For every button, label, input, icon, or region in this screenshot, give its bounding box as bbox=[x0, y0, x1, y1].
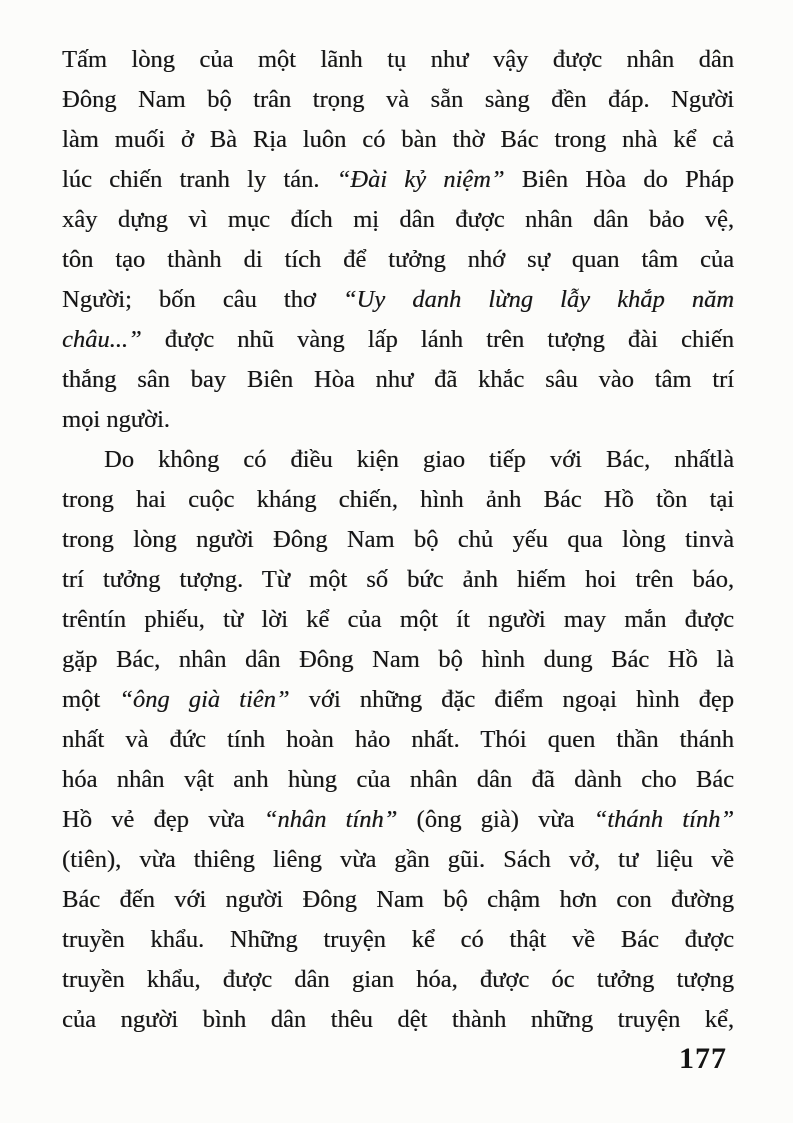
text-line bbox=[62, 440, 734, 480]
text-line bbox=[62, 360, 734, 400]
text-line bbox=[62, 280, 734, 320]
page-number: 177 bbox=[679, 1042, 727, 1075]
text-line bbox=[62, 1000, 734, 1040]
text-line bbox=[62, 640, 734, 680]
text-segment: (tiên), vừa thiêng liêng vừa gần gũi. Sách vở, tư liệu về bbox=[62, 846, 734, 873]
text-line bbox=[62, 600, 734, 640]
text-segment: truyền khẩu. Những truyện kể có thật về Bác được bbox=[62, 926, 734, 953]
text-segment: trong hai cuộc kháng chiến, hình ảnh Bác Hồ tồn tại bbox=[62, 486, 734, 513]
text-line bbox=[62, 320, 734, 360]
text-line bbox=[62, 480, 734, 520]
text-segment: tôn tạo thành di tích để tưởng nhớ sự quan tâm của bbox=[62, 246, 734, 273]
text-line bbox=[62, 840, 734, 880]
text-line bbox=[62, 920, 734, 960]
text-line bbox=[62, 720, 734, 760]
text-line bbox=[62, 560, 734, 600]
text-segment: thắng sân bay Biên Hòa như đã khắc sâu vào tâm trí bbox=[62, 366, 734, 393]
text-segment: Bác đến với người Đông Nam bộ chậm hơn con đường bbox=[62, 886, 734, 913]
text-segment: trí tưởng tượng. Từ một số bức ảnh hiếm hoi trên báo, bbox=[62, 566, 734, 593]
text-segment: hóa nhân vật anh hùng của nhân dân đã dành cho Bác bbox=[62, 766, 734, 793]
text-line bbox=[62, 400, 734, 440]
text-segment: trêntín phiếu, từ lời kể của một ít người may mắn được bbox=[62, 606, 734, 633]
italic-text-segment: “thánh tính” bbox=[593, 806, 734, 833]
text-segment: xây dựng vì mục đích mị dân được nhân dân bảo vệ, bbox=[62, 206, 734, 233]
text-line bbox=[62, 240, 734, 280]
text-line bbox=[62, 760, 734, 800]
text-segment: của người bình dân thêu dệt thành những truyện kể, bbox=[62, 1006, 734, 1033]
text-line bbox=[62, 120, 734, 160]
italic-text-segment: “Uy danh lừng lẫy khắp năm bbox=[342, 286, 734, 313]
text-segment: gặp Bác, nhân dân Đông Nam bộ hình dung Bác Hồ là bbox=[62, 646, 734, 673]
text-line bbox=[62, 800, 734, 840]
text-line bbox=[62, 880, 734, 920]
text-segment: Tấm lòng của một lãnh tụ như vậy được nhân dân bbox=[62, 46, 734, 73]
text-segment: với những đặc điểm ngoại hình đẹp bbox=[289, 686, 735, 713]
text-segment: một bbox=[62, 686, 120, 713]
text-segment: nhất và đức tính hoàn hảo nhất. Thói quen thần thánh bbox=[62, 726, 734, 753]
text-line bbox=[62, 200, 734, 240]
text-segment: truyền khẩu, được dân gian hóa, được óc tưởng tượng bbox=[62, 966, 734, 993]
text-line bbox=[62, 960, 734, 1000]
text-segment: Đông Nam bộ trân trọng và sẵn sàng đền đáp. Người bbox=[62, 86, 734, 113]
italic-text-segment: “ông già tiên” bbox=[119, 686, 290, 713]
text-block bbox=[62, 40, 734, 1040]
text-segment: Biên Hòa do Pháp bbox=[504, 166, 734, 193]
paragraph bbox=[62, 440, 734, 1040]
paragraph bbox=[62, 40, 734, 440]
italic-text-segment: châu...” bbox=[62, 326, 142, 353]
text-segment: lúc chiến tranh ly tán. bbox=[62, 166, 337, 193]
text-segment: mọi người. bbox=[62, 406, 170, 433]
text-line bbox=[62, 80, 734, 120]
text-segment: Do không có điều kiện giao tiếp với Bác, nhấtlà bbox=[104, 446, 734, 473]
text-segment: Người; bốn câu thơ bbox=[62, 286, 343, 313]
italic-text-segment: “nhân tính” bbox=[263, 806, 398, 833]
text-line bbox=[62, 40, 734, 80]
text-line bbox=[62, 520, 734, 560]
text-line bbox=[62, 160, 734, 200]
text-segment: Hồ vẻ đẹp vừa bbox=[62, 806, 264, 833]
text-segment: (ông già) vừa bbox=[397, 806, 594, 833]
italic-text-segment: “Đài kỷ niệm” bbox=[336, 166, 505, 193]
text-line bbox=[62, 680, 734, 720]
text-segment: được nhũ vàng lấp lánh trên tượng đài chiến bbox=[141, 326, 734, 353]
text-segment: làm muối ở Bà Rịa luôn có bàn thờ Bác trong nhà kể cả bbox=[62, 126, 734, 153]
text-segment: trong lòng người Đông Nam bộ chủ yếu qua lòng tinvà bbox=[62, 526, 734, 553]
